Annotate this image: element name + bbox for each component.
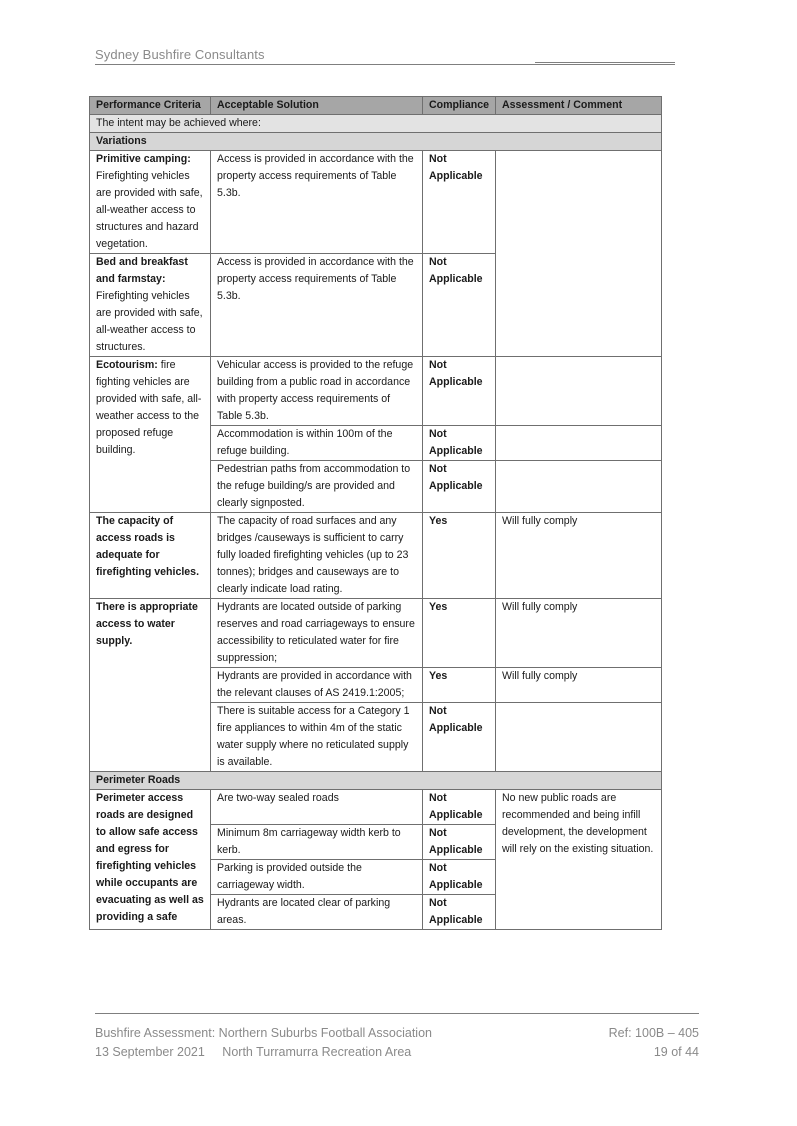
table-row-intent	[90, 115, 662, 133]
table-header-row	[90, 97, 662, 115]
criteria-cell: The capacity of access roads is adequate for firefighting vehicles.	[90, 513, 211, 599]
comment-cell	[496, 461, 662, 513]
section-row-variations	[90, 133, 662, 151]
solution-cell: Access is provided in accordance with the property access requirements of Table 5.3b.	[211, 254, 423, 357]
criteria-heading: Primitive camping:	[96, 153, 191, 165]
footer-date-location	[95, 1043, 411, 1062]
compliance-cell: Not Applicable	[423, 860, 496, 895]
compliance-cell: Not Applicable	[423, 461, 496, 513]
section-row-perimeter	[90, 772, 662, 790]
compliance-cell: Yes	[423, 668, 496, 703]
comment-cell	[496, 151, 662, 357]
comment-cell: Will fully comply	[496, 668, 662, 703]
solution-cell: Minimum 8m carriageway width kerb to kerb.	[211, 825, 423, 860]
table-row	[90, 513, 662, 599]
criteria-heading: Ecotourism:	[96, 359, 158, 371]
solution-cell: Hydrants are provided in accordance with the relevant clauses of AS 2419.1:2005;	[211, 668, 423, 703]
criteria-text: Firefighting vehicles are provided with safe, all-weather access to structures.	[96, 290, 203, 353]
footer-ref: Ref: 100B – 405	[608, 1026, 699, 1040]
intent-text: The intent may be achieved where:	[90, 115, 662, 133]
solution-cell: Hydrants are located clear of parking areas.	[211, 895, 423, 930]
criteria-cell: Perimeter access roads are designed to allow safe access and egress for firefighting vehicles while occupants are evacuating as well as providing a safe	[90, 790, 211, 930]
solution-cell: Vehicular access is provided to the refuge building from a public road in accordance with property access requirements of Table 5.3b.	[211, 357, 423, 426]
solution-cell: The capacity of road surfaces and any bridges /causeways is sufficient to carry fully loaded firefighting vehicles (up to 23 tonnes); bridges and causeways are to clearly indicate load rating.	[211, 513, 423, 599]
criteria-heading: Bed and breakfast and farmstay:	[96, 256, 188, 285]
footer-row-2	[95, 1043, 699, 1062]
comment-cell: Will fully comply	[496, 513, 662, 599]
footer-date: 13 September 2021	[95, 1045, 205, 1059]
solution-cell: Hydrants are located outside of parking reserves and road carriageways to ensure accessibility to reticulated water for fire suppression;	[211, 599, 423, 668]
criteria-text: fire fighting vehicles are provided with safe, all-weather access to the proposed refuge building.	[96, 359, 202, 456]
solution-cell: There is suitable access for a Category 1 fire appliances to within 4m of the static water supply where no reticulated supply is available.	[211, 703, 423, 772]
criteria-cell	[90, 254, 211, 357]
comment-cell: No new public roads are recommended and being infill development, the development will rely on the existing situation.	[496, 790, 662, 930]
section-title-perimeter: Perimeter Roads	[90, 772, 662, 790]
page-footer	[95, 1013, 699, 1062]
table-row	[90, 790, 662, 825]
performance-criteria-table	[89, 96, 662, 930]
company-name: Sydney Bushfire Consultants	[95, 47, 265, 62]
solution-cell: Accommodation is within 100m of the refuge building.	[211, 426, 423, 461]
table-row	[90, 357, 662, 426]
solution-cell: Parking is provided outside the carriageway width.	[211, 860, 423, 895]
compliance-cell: Not Applicable	[423, 895, 496, 930]
footer-page-number: 19 of 44	[653, 1045, 699, 1059]
criteria-cell	[90, 357, 211, 513]
footer-row-1	[95, 1024, 699, 1043]
footer-report-title: Bushfire Assessment: Northern Suburbs Football Association	[95, 1026, 432, 1040]
criteria-cell	[90, 151, 211, 254]
comment-cell: Will fully comply	[496, 599, 662, 668]
compliance-cell: Not Applicable	[423, 254, 496, 357]
solution-cell: Pedestrian paths from accommodation to the refuge building/s are provided and clearly signposted.	[211, 461, 423, 513]
compliance-cell: Not Applicable	[423, 151, 496, 254]
col-header-solution: Acceptable Solution	[211, 97, 423, 115]
comment-cell	[496, 357, 662, 426]
compliance-cell: Yes	[423, 599, 496, 668]
table-row	[90, 151, 662, 254]
col-header-comment: Assessment / Comment	[496, 97, 662, 115]
section-title-variations: Variations	[90, 133, 662, 151]
page-header	[95, 47, 675, 65]
compliance-cell: Not Applicable	[423, 790, 496, 825]
compliance-cell: Yes	[423, 513, 496, 599]
table-row	[90, 599, 662, 668]
comment-cell	[496, 703, 662, 772]
comment-cell	[496, 426, 662, 461]
criteria-cell: There is appropriate access to water supply.	[90, 599, 211, 772]
solution-cell: Access is provided in accordance with the property access requirements of Table 5.3b.	[211, 151, 423, 254]
compliance-cell: Not Applicable	[423, 703, 496, 772]
col-header-compliance: Compliance	[423, 97, 496, 115]
compliance-cell: Not Applicable	[423, 825, 496, 860]
solution-cell: Are two-way sealed roads	[211, 790, 423, 825]
header-rule	[535, 62, 675, 63]
footer-location: North Turramurra Recreation Area	[222, 1045, 412, 1059]
compliance-cell: Not Applicable	[423, 357, 496, 426]
col-header-criteria: Performance Criteria	[90, 97, 211, 115]
compliance-cell: Not Applicable	[423, 426, 496, 461]
criteria-text: Firefighting vehicles are provided with safe, all-weather access to structures and hazard vegetation.	[96, 170, 203, 250]
